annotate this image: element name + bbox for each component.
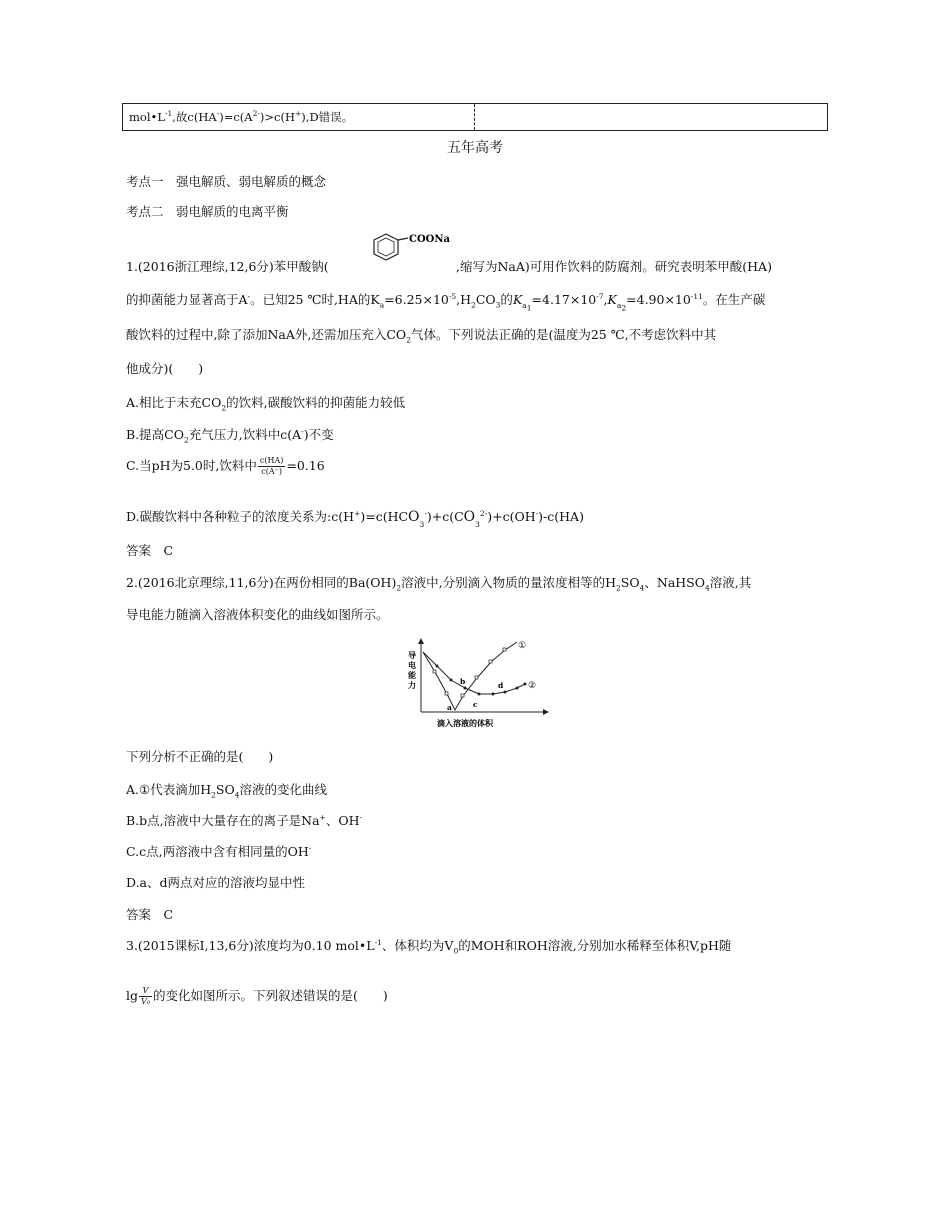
- q1-line1-suffix: ,缩写为NaA)可用作饮料的防腐剂。研究表明苯甲酸(HA): [456, 259, 772, 274]
- t: -5: [448, 291, 457, 301]
- t: ,故c(HA: [172, 110, 217, 124]
- q2-option-c: [126, 842, 311, 860]
- frac-den: c(A⁻): [261, 467, 282, 476]
- t: )=c(HC: [360, 509, 409, 524]
- y-label-1: 导: [408, 650, 416, 660]
- q1-option-c: [126, 456, 325, 477]
- curve-1-label: ①: [518, 641, 527, 651]
- t: -: [535, 508, 539, 518]
- box-text: [129, 109, 353, 125]
- frac-den: V₀: [141, 997, 150, 1006]
- point-c-label: c: [473, 700, 478, 709]
- t: -: [308, 843, 312, 853]
- t: 3: [475, 520, 480, 529]
- t: )>c(H: [259, 110, 295, 124]
- t: 2: [221, 403, 227, 413]
- t: =6.25×10: [384, 292, 449, 307]
- t: 溶液的变化曲线: [239, 782, 327, 797]
- t: -: [247, 291, 251, 301]
- t: 、体积均为V: [381, 938, 454, 953]
- t: 1: [526, 303, 532, 312]
- t: 。已知25 ℃时,HA的K: [250, 292, 380, 307]
- ratio-fraction: [258, 456, 285, 477]
- frac-num: V: [139, 986, 152, 997]
- t: 的: [500, 292, 513, 307]
- t: 溶液,其: [709, 575, 752, 590]
- q1-option-a: [126, 393, 405, 413]
- t: =0.16: [286, 458, 325, 473]
- t: 、OH: [325, 813, 360, 828]
- t: )+c(OH: [487, 509, 536, 524]
- conductivity-figure: [405, 636, 550, 732]
- t: 2: [211, 790, 216, 800]
- t: 的饮料,碳酸饮料的抑菌能力较低: [226, 395, 406, 410]
- kaodian-2: 考点二 弱电解质的电离平衡: [126, 204, 289, 219]
- t: K: [607, 292, 617, 307]
- t: ),D错误。: [301, 110, 354, 124]
- t: 2: [621, 303, 627, 312]
- t: -1: [374, 937, 382, 947]
- t: 0: [453, 946, 459, 956]
- box-divider: [474, 104, 475, 130]
- t: -: [216, 109, 220, 119]
- benzoate-structure-icon: [368, 228, 458, 268]
- t: 2-: [479, 508, 488, 518]
- t: mol: [129, 110, 151, 124]
- t: -11: [690, 291, 703, 301]
- t: )不变: [303, 427, 334, 442]
- t: 1.(2016浙江理综,12,6分)苯甲酸钠(: [126, 259, 329, 274]
- continuation-box: [122, 103, 828, 131]
- t: O: [463, 509, 476, 525]
- q1-option-d: D.碳酸饮料中各种粒子的浓度关系为$:c(H^+)=c(HCO_3^-)+c(CO_3^{2-})+c(OH^-)-c(HA)$: [126, 508, 584, 529]
- t: a: [616, 300, 622, 310]
- t: 酸饮料的过程中,除了添加NaA外,还需加压充入CO: [126, 327, 407, 342]
- v-fraction: [139, 986, 152, 1007]
- t: -: [359, 812, 363, 822]
- t: 4: [704, 583, 710, 593]
- frac-num: c(HA): [259, 456, 284, 465]
- t: SO: [215, 782, 235, 797]
- q2-stem: 下列分析不正确的是( ): [126, 749, 274, 764]
- t: 的变化如图所示。下列叙述错误的是( ): [152, 988, 388, 1003]
- t: a: [522, 300, 527, 310]
- q1-line4: 他成分)( ): [126, 361, 204, 376]
- t: 2: [616, 583, 621, 593]
- t: 的MOH和ROH溶液,分别加水稀释至体积V,pH随: [458, 938, 732, 953]
- t: 2-: [252, 109, 260, 119]
- t: lg: [126, 988, 138, 1003]
- section-title: 五年高考: [447, 140, 503, 156]
- t: 的抑菌能力显著高于A: [126, 292, 248, 307]
- t: CO: [475, 292, 496, 307]
- t: 2: [396, 583, 402, 593]
- q3-line2: [126, 986, 388, 1007]
- t: SO: [620, 575, 640, 590]
- q2-option-a: [126, 780, 327, 800]
- t: D.碳酸饮料中各种粒子的浓度关系为:c(H: [126, 509, 355, 524]
- t: +: [295, 109, 302, 119]
- t: O: [408, 509, 420, 525]
- t: B.提高CO: [126, 427, 184, 442]
- t: K: [512, 292, 523, 307]
- t: 充气压力,饮料中c(A: [188, 427, 302, 442]
- t: A.相比于未充CO: [126, 395, 222, 410]
- t: C.当pH为5.0时,饮料中: [126, 458, 257, 473]
- t: A.①代表滴加H: [126, 782, 212, 797]
- t: B.b点,溶液中大量存在的离子是Na: [126, 813, 320, 828]
- q2-answer: 答案 C: [126, 907, 174, 922]
- t: -: [424, 508, 427, 518]
- y-label-3: 能: [408, 670, 416, 680]
- t: C.c点,两溶液中含有相同量的OH: [126, 844, 309, 859]
- t: 4: [639, 583, 645, 593]
- q1-option-b: [126, 425, 334, 445]
- curve-2: [423, 652, 525, 694]
- t: 溶液中,分别滴入物质的量浓度相等的H: [401, 575, 616, 590]
- t: =4.17×10: [531, 292, 597, 307]
- t: 2.(2016北京理综,11,6分)在两份相同的Ba(OH): [126, 575, 397, 590]
- t: -: [301, 426, 304, 436]
- q1-line1: [126, 257, 329, 275]
- point-d-label: d: [498, 681, 504, 690]
- struct-label: COONa: [409, 234, 451, 245]
- t: ,H: [456, 292, 472, 307]
- q2-option-b: B.b点,溶液中大量存在的离子是Na+、OH-: [126, 812, 363, 828]
- t: -7: [596, 291, 604, 301]
- q2-option-d: D.a、d两点对应的溶液均显中性: [126, 875, 306, 890]
- y-axis-arrow-icon: [418, 638, 424, 644]
- y-label-4: 力: [408, 680, 416, 690]
- q1-answer: 答案 C: [126, 543, 174, 558]
- t: )+c(C: [426, 509, 464, 524]
- t: 气体。下列说法正确的是(温度为25 ℃,不考虑饮料中其: [410, 327, 717, 342]
- t: 2: [406, 335, 411, 345]
- curve-2-markers: [436, 665, 527, 696]
- point-b-label: b: [460, 677, 466, 686]
- t: )=c(A: [219, 110, 253, 124]
- q2-line2: 导电能力随滴入溶液体积变化的曲线如图所示。: [126, 607, 389, 622]
- t: 、NaHSO: [644, 575, 705, 590]
- t: 4: [234, 790, 240, 800]
- t: 2: [183, 435, 189, 445]
- q1-line2: [126, 290, 765, 312]
- t: -1: [164, 109, 173, 119]
- point-a-label: a: [447, 703, 452, 712]
- y-label-2: 电: [408, 660, 416, 670]
- t: •: [150, 110, 158, 124]
- t: a: [379, 300, 385, 310]
- t: 2: [471, 300, 476, 310]
- t: 3: [419, 520, 425, 529]
- q1-line3: [126, 325, 716, 345]
- t: )-c(HA): [538, 509, 584, 524]
- x-label: 滴入溶液的体积: [437, 718, 493, 728]
- curve-2-label: ②: [528, 681, 537, 691]
- q3-line1: [126, 936, 731, 956]
- t: 。在生产碳: [702, 292, 766, 307]
- t: 3: [495, 300, 501, 310]
- t: ,: [603, 292, 608, 307]
- x-axis-arrow-icon: [543, 709, 549, 715]
- t: L: [157, 110, 165, 124]
- curve-1: [423, 642, 517, 710]
- kaodian-1: 考点一 强电解质、弱电解质的概念: [126, 174, 327, 189]
- t: =4.90×10: [626, 292, 691, 307]
- t: 3.(2015课标Ⅰ,13,6分)浓度均为0.10 mol•L: [126, 938, 375, 953]
- q2-line1: [126, 573, 751, 593]
